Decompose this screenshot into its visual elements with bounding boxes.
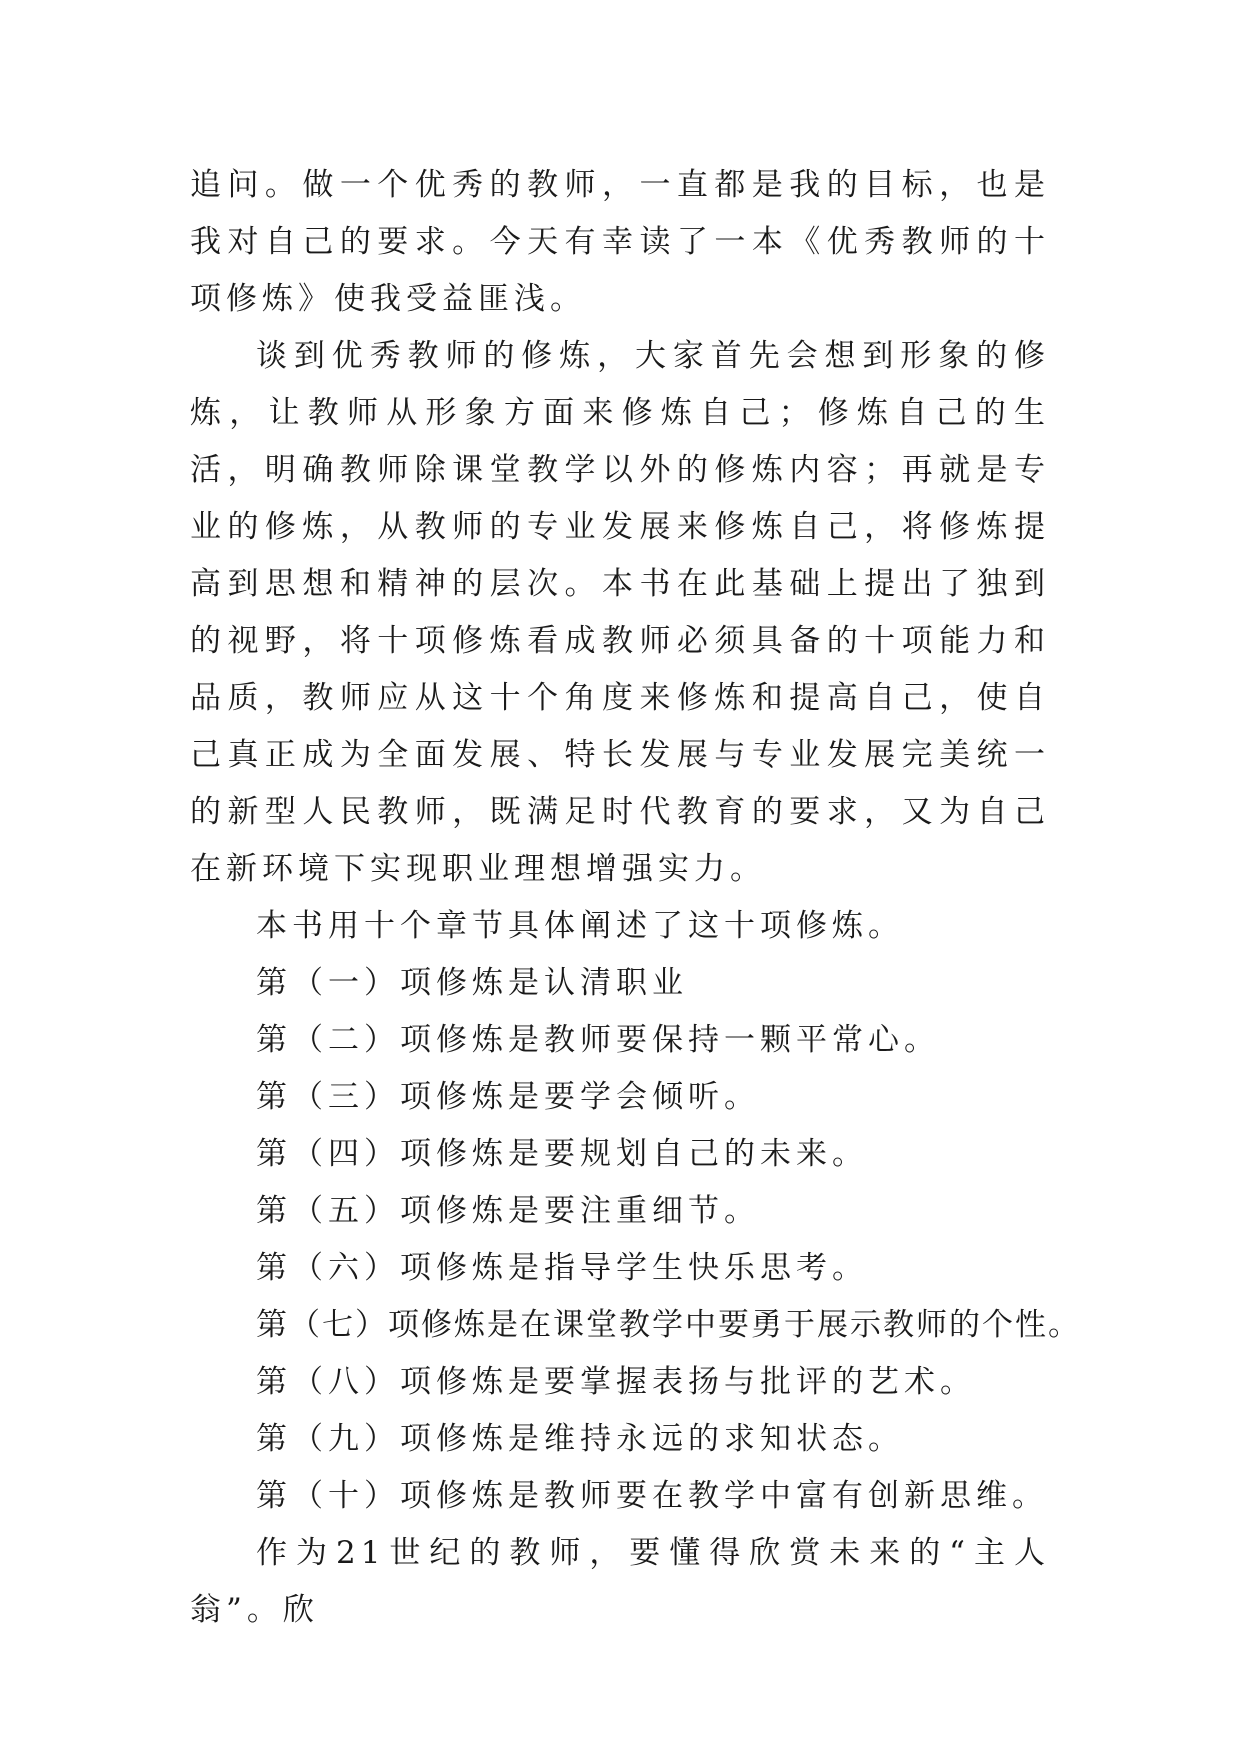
list-item: 第（二）项修炼是教师要保持一颗平常心。 (256, 1022, 940, 1058)
document-page (190, 157, 1081, 1639)
list-item: 第（一）项修炼是认清职业 (256, 965, 688, 1001)
paragraph-overview: 谈到优秀教师的修炼，大家首先会想到形象的修炼，让教师从形象方面来修炼自己；修炼自己的生活，明确教师除课堂教学以外的修炼内容；再就是专业的修炼，从教师的专业发展来修炼自己，将修炼提高到思想和精神的层次。本书在此基础上提出了独到的视野，将十项修炼看成教师必须具备的十项能力和品质，教师应从这十个角度来修炼和提高自己，使自己真正成为全面发展、特长发展与专业发展完美统一的新型人民教师，既满足时代教育的要求，又为自己在新环境下实现职业理想增强实力。 (190, 338, 1050, 887)
list-item: 第（六）项修炼是指导学生快乐思考。 (256, 1250, 868, 1286)
list-item: 第（九）项修炼是维持永远的求知状态。 (256, 1421, 904, 1457)
list-item: 第（七）项修炼是在课堂教学中要勇于展示教师的个性。 (256, 1307, 1081, 1343)
paragraph-closing: 作为21世纪的教师，要懂得欣赏未来的“主人翁”。欣 (190, 1535, 1050, 1628)
list-item: 第（四）项修炼是要规划自己的未来。 (256, 1136, 868, 1172)
paragraph-intro: 追问。做一个优秀的教师，一直都是我的目标，也是我对自己的要求。今天有幸读了一本《优秀教师的十项修炼》使我受益匪浅。 (190, 167, 1050, 317)
list-item: 第（八）项修炼是要掌握表扬与批评的艺术。 (256, 1364, 976, 1400)
list-item: 第（三）项修炼是要学会倾听。 (256, 1079, 760, 1115)
list-item: 第（十）项修炼是教师要在教学中富有创新思维。 (256, 1478, 1048, 1514)
list-item: 第（五）项修炼是要注重细节。 (256, 1193, 760, 1229)
paragraph-chapters: 本书用十个章节具体阐述了这十项修炼。 (256, 908, 904, 944)
